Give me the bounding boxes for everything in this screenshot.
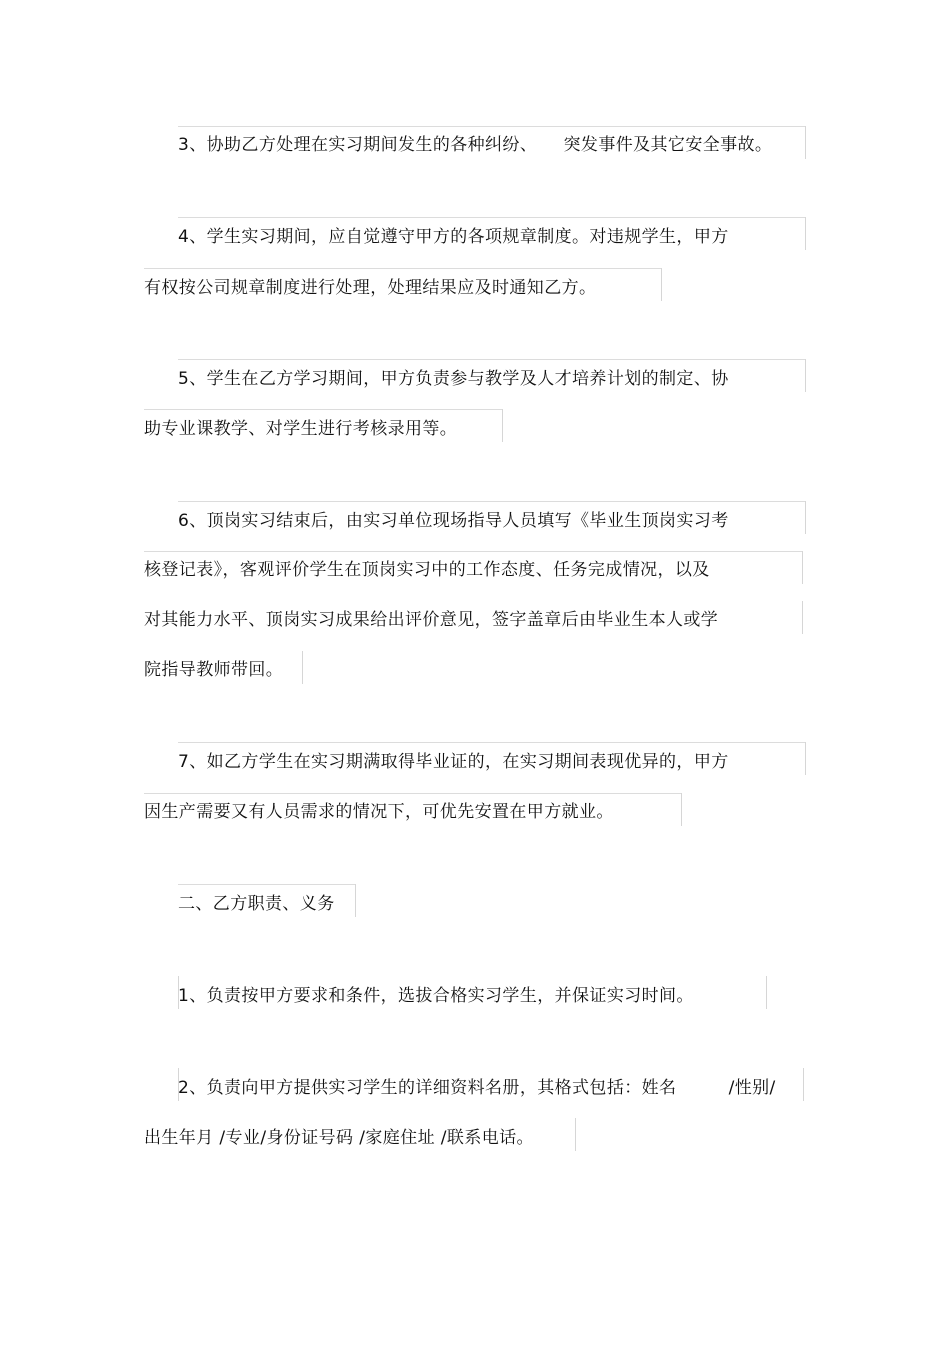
table-border — [302, 651, 303, 684]
clause-7-line-2: 因生产需要又有人员需求的情况下，可优先安置在甲方就业。 — [144, 802, 614, 822]
clause-4-line-1: 4、学生实习期间，应自觉遵守甲方的各项规章制度。对违规学生，甲方 — [178, 227, 729, 247]
clause-6-line-4: 院指导教师带回。 — [144, 660, 284, 680]
clause-5-line-2: 助专业课教学、对学生进行考核录用等。 — [144, 419, 458, 439]
table-border — [502, 409, 503, 442]
table-border — [178, 126, 805, 127]
table-border — [802, 601, 803, 634]
section-heading: 二、乙方职责、义务 — [178, 894, 335, 914]
clause-6-line-1: 6、顶岗实习结束后，由实习单位现场指导人员填写《毕业生顶岗实习考 — [178, 511, 729, 531]
table-border — [805, 217, 806, 250]
clause-6-line-2: 核登记表》，客观评价学生在顶岗实习中的工作态度、任务完成情况，以及 — [144, 560, 710, 580]
table-border — [803, 1068, 804, 1101]
table-border — [144, 268, 661, 269]
table-border — [805, 742, 806, 775]
table-border — [681, 793, 682, 826]
table-border — [144, 793, 681, 794]
table-border — [575, 1118, 576, 1151]
table-border — [355, 884, 356, 917]
table-border — [661, 268, 662, 301]
table-border — [144, 551, 802, 552]
table-border — [178, 359, 805, 360]
table-border — [144, 409, 502, 410]
clause-7-line-1: 7、如乙方学生在实习期满取得毕业证的，在实习期间表现优异的，甲方 — [178, 752, 729, 772]
table-border — [178, 742, 805, 743]
table-border — [178, 501, 805, 502]
table-border — [805, 126, 806, 159]
table-border — [802, 551, 803, 584]
clause-3: 3、协助乙方处理在实习期间发生的各种纠纷、 突发事件及其它安全事故。 — [178, 135, 773, 155]
table-border — [178, 217, 805, 218]
duty-1: 1、负责按甲方要求和条件，选拔合格实习学生，并保证实习时间。 — [178, 986, 694, 1006]
table-border — [805, 501, 806, 534]
clause-4-line-2: 有权按公司规章制度进行处理，处理结果应及时通知乙方。 — [144, 278, 597, 298]
table-border — [805, 359, 806, 392]
duty-2-line-1: 2、负责向甲方提供实习学生的详细资料名册，其格式包括：姓名 /性别/ — [178, 1078, 776, 1098]
table-border — [766, 976, 767, 1009]
table-border — [178, 884, 355, 885]
clause-6-line-3: 对其能力水平、顶岗实习成果给出评价意见，签字盖章后由毕业生本人或学 — [144, 610, 719, 630]
clause-5-line-1: 5、学生在乙方学习期间，甲方负责参与教学及人才培养计划的制定、协 — [178, 369, 729, 389]
duty-2-line-2: 出生年月 /专业/身份证号码 /家庭住址 /联系电话。 — [144, 1128, 534, 1148]
